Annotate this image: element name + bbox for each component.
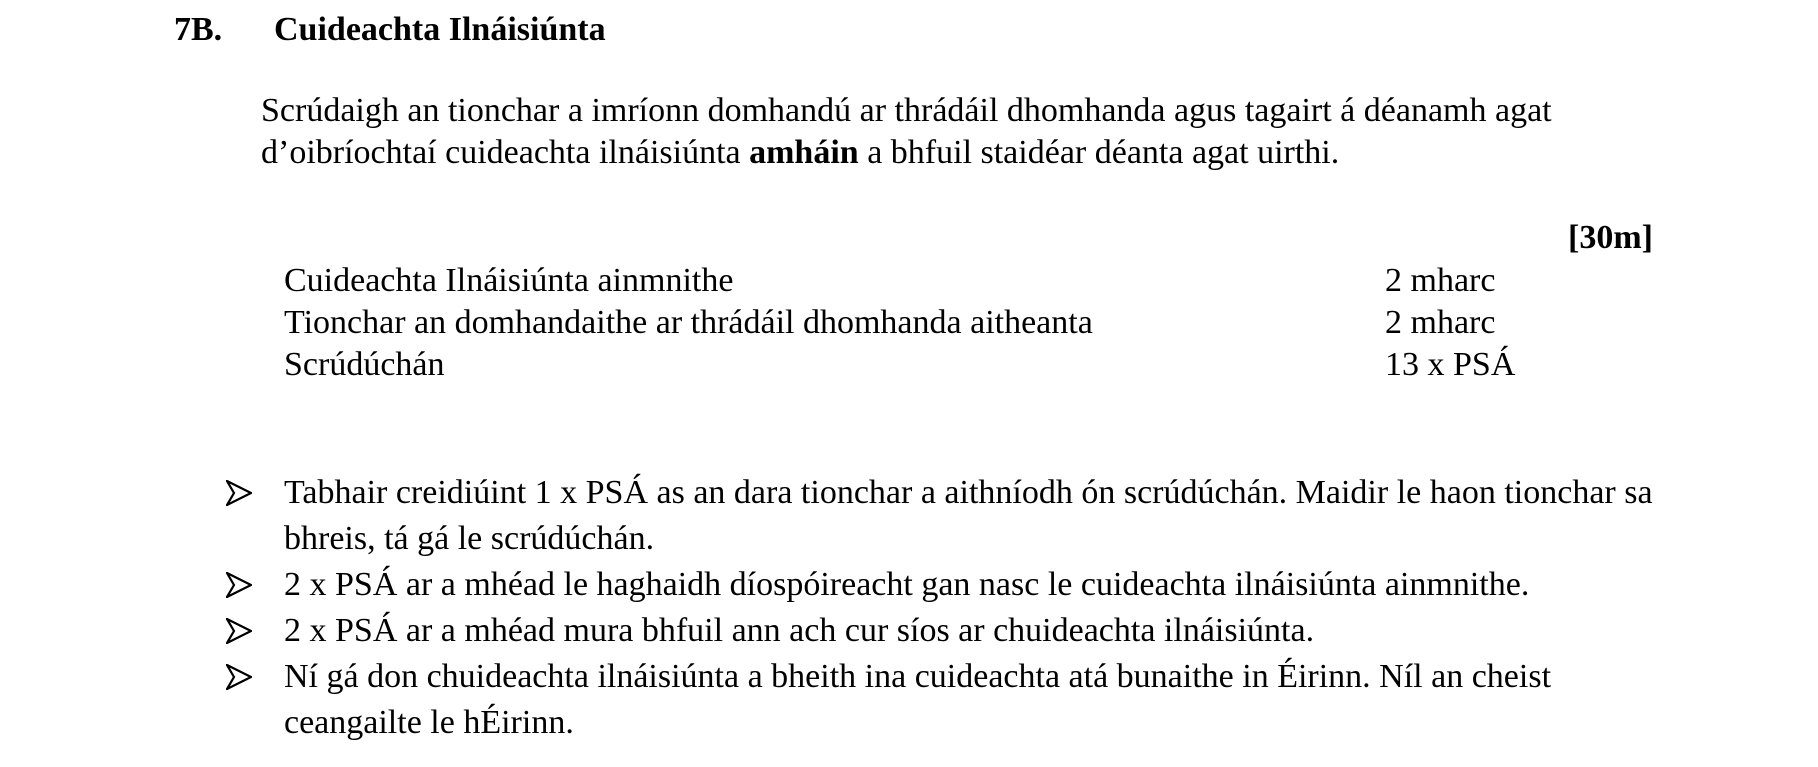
section-title: Cuideachta Ilnáisiúnta (274, 11, 606, 48)
question-text (261, 90, 1661, 174)
note-item (226, 470, 1686, 562)
question-text-start: Scrúdaigh an tionchar a imríonn domhandú ar thrádáil dhomhanda agus tagairt á déanamh agat d’oibríochtaí cuideachta ilnáisiúnta (261, 92, 1552, 171)
question-text-end: a bhfuil staidéar déanta agat uirthi. (858, 134, 1340, 171)
scheme-mark: 13 x PSÁ (1385, 346, 1516, 383)
marking-notes (226, 470, 1686, 746)
note-text: 2 x PSÁ ar a mhéad mura bhfuil ann ach cur síos ar chuideachta ilnáisiúnta. (284, 612, 1315, 649)
note-text: 2 x PSÁ ar a mhéad le haghaidh díospóireacht gan nasc le cuideachta ilnáisiúnta ainmnithe. (284, 566, 1530, 603)
marking-scheme (284, 260, 1564, 386)
scheme-row (284, 260, 1564, 302)
total-marks: [30m] (1568, 219, 1653, 256)
section-heading (174, 10, 606, 50)
scheme-label: Scrúdúchán (284, 346, 445, 383)
question-emphasis: amháin (749, 134, 859, 171)
arrowhead-bullet-icon (226, 608, 284, 644)
arrowhead-bullet-icon (226, 654, 284, 690)
note-text: Ní gá don chuideachta ilnáisiúnta a bheith ina cuideachta atá bunaithe in Éirinn. Níl an cheist ceangailte le hÉirinn. (284, 658, 1552, 741)
note-item (226, 562, 1686, 608)
scheme-mark: 2 mharc (1385, 304, 1496, 341)
scheme-label: Cuideachta Ilnáisiúnta ainmnithe (284, 262, 734, 299)
question-number: 7B. (174, 11, 223, 48)
scheme-row (284, 344, 1564, 386)
note-item (226, 654, 1686, 746)
note-item (226, 608, 1686, 654)
note-text: Tabhair creidiúint 1 x PSÁ as an dara tionchar a aithníodh ón scrúdúchán. Maidir le haon tionchar sa bhreis, tá gá le scrúdúchán. (284, 474, 1653, 557)
scheme-label: Tionchar an domhandaithe ar thrádáil dhomhanda aitheanta (284, 304, 1093, 341)
arrowhead-bullet-icon (226, 562, 284, 598)
scheme-mark: 2 mharc (1385, 262, 1496, 299)
arrowhead-bullet-icon (226, 470, 284, 506)
scheme-row (284, 302, 1564, 344)
